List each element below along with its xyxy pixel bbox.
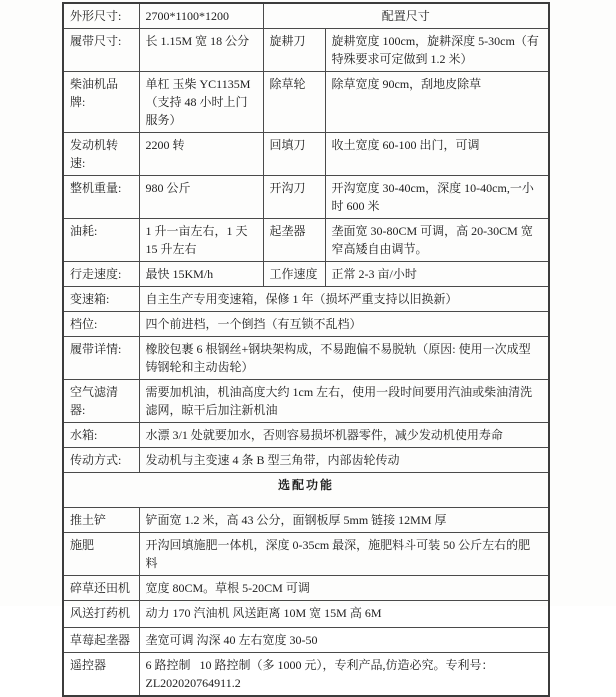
spec-label: 履带尺寸:	[63, 29, 139, 72]
table-row	[63, 29, 549, 72]
table-row	[63, 601, 549, 628]
optional-value: 铲面宽 1.2 米，高 43 公分，面钢板厚 5mm 链接 12MM 厚	[139, 508, 549, 533]
spec-label: 柴油机品牌:	[63, 72, 139, 133]
spec-label: 水箱:	[63, 423, 139, 448]
optional-value: 动力 170 汽油机 风送距离 10M 宽 15M 高 6M	[139, 601, 549, 628]
spec-label: 油耗:	[63, 219, 139, 262]
config-label: 旋耕刀	[263, 29, 325, 72]
optional-label: 遥控器	[63, 653, 139, 697]
table-row	[63, 533, 549, 576]
table-row	[63, 628, 549, 653]
config-label: 除草轮	[263, 72, 325, 133]
config-label: 开沟刀	[263, 176, 325, 219]
config-label: 工作速度	[263, 262, 325, 287]
config-value: 正常 2-3 亩/小时	[325, 262, 549, 287]
optional-value: 宽度 80CM。草根 5-20CM 可调	[139, 576, 549, 601]
spec-label: 行走速度:	[63, 262, 139, 287]
table-row	[63, 380, 549, 423]
spec-label: 履带详情:	[63, 337, 139, 380]
table-row	[63, 473, 549, 508]
optional-label: 草莓起垄器	[63, 628, 139, 653]
section-header: 选配功能	[63, 473, 549, 508]
spec-value: 2700*1100*1200	[139, 3, 263, 29]
table-row	[63, 448, 549, 473]
optional-label: 施肥	[63, 533, 139, 576]
spec-label: 档位:	[63, 312, 139, 337]
table-row	[63, 337, 549, 380]
optional-label: 碎草还田机	[63, 576, 139, 601]
optional-label: 风送打药机	[63, 601, 139, 628]
table-row	[63, 653, 549, 697]
config-value: 旋耕宽度 100cm，旋耕深度 5-30cm（有特殊要求可定做到 1.2 米）	[325, 29, 549, 72]
table-row	[63, 423, 549, 448]
table-row	[63, 287, 549, 312]
table-row	[63, 72, 549, 133]
optional-label: 推土铲	[63, 508, 139, 533]
spec-value: 2200 转	[139, 133, 263, 176]
optional-value: 垄宽可调 沟深 40 左右宽度 30-50	[139, 628, 549, 653]
spec-table	[62, 2, 550, 697]
optional-value: 6 路控制 10 路控制（多 1000 元），专利产品,仿造必究。专利号：ZL202020764911.2	[139, 653, 549, 697]
spec-value: 橡胶包裹 6 根钢丝+钢块架构成，不易跑偏不易脱轨（原因: 使用一次成型铸钢轮和主动齿轮）	[139, 337, 549, 380]
config-value: 除草宽度 90cm，刮地皮除草	[325, 72, 549, 133]
spec-value: 自主生产专用变速箱，保修 1 年（损坏严重支持以旧换新）	[139, 287, 549, 312]
table-row	[63, 312, 549, 337]
spec-value: 长 1.15M 宽 18 公分	[139, 29, 263, 72]
spec-value: 980 公斤	[139, 176, 263, 219]
config-label: 回填刀	[263, 133, 325, 176]
config-value: 开沟宽度 30-40cm，深度 10-40cm,一小时 600 米	[325, 176, 549, 219]
spec-value: 需要加机油，机油高度大约 1cm 左右，使用一段时间要用汽油或柴油清洗滤网，晾干后加注新机油	[139, 380, 549, 423]
spec-value: 最快 15KM/h	[139, 262, 263, 287]
spec-value: 发动机与主变速 4 条 B 型三角带，内部齿轮传动	[139, 448, 549, 473]
spec-value: 水漂 3/1 处就要加水，否则容易损坏机器零件，减少发动机使用寿命	[139, 423, 549, 448]
table-row	[63, 133, 549, 176]
table-row	[63, 576, 549, 601]
table-row	[63, 508, 549, 533]
config-size-header: 配置尺寸	[263, 3, 549, 29]
spec-label: 空气滤清器:	[63, 380, 139, 423]
spec-label: 变速箱:	[63, 287, 139, 312]
config-value: 垄面宽 30-80CM 可调，高 20-30CM 宽窄高矮自由调节。	[325, 219, 549, 262]
optional-value: 开沟回填施肥一体机，深度 0-35cm 最深，施肥料斗可装 50 公斤左右的肥料	[139, 533, 549, 576]
spec-label: 传动方式:	[63, 448, 139, 473]
spec-value: 1 升一亩左右，1 天 15 升左右	[139, 219, 263, 262]
config-label: 起垄器	[263, 219, 325, 262]
spec-value: 四个前进档，一个倒挡（有互锁不乱档）	[139, 312, 549, 337]
spec-label: 整机重量:	[63, 176, 139, 219]
table-row	[63, 176, 549, 219]
spec-value: 单杠 玉柴 YC1135M（支持 48 小时上门服务）	[139, 72, 263, 133]
table-row	[63, 219, 549, 262]
table-row	[63, 3, 549, 29]
table-row	[63, 262, 549, 287]
spec-label: 外形尺寸:	[63, 3, 139, 29]
config-value: 收土宽度 60-100 出门，可调	[325, 133, 549, 176]
spec-label: 发动机转速:	[63, 133, 139, 176]
